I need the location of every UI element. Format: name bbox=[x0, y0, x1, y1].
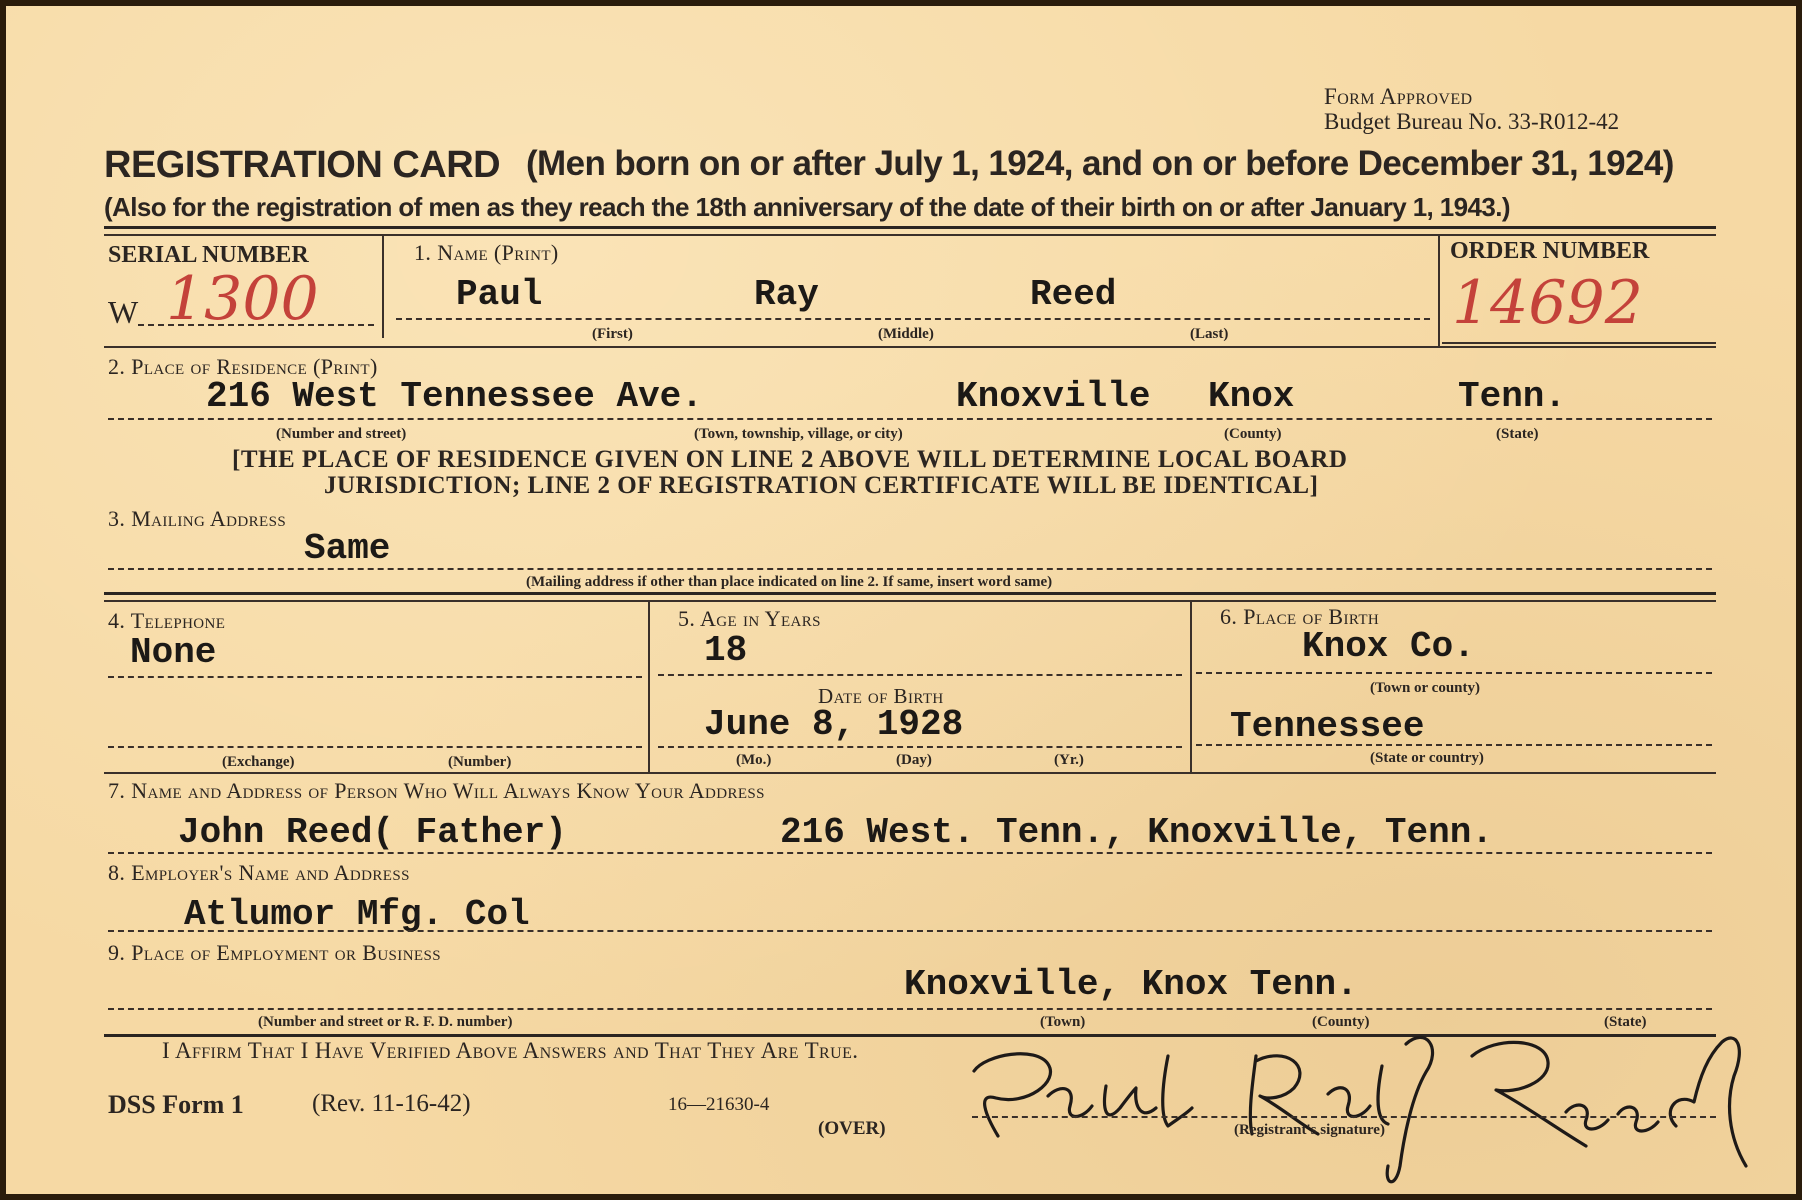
contact-address: 216 West. Tenn., Knoxville, Tenn. bbox=[780, 812, 1493, 853]
serial-number-label: SERIAL NUMBER bbox=[108, 242, 309, 268]
employment-street-caption: (Number and street or R. F. D. number) bbox=[258, 1014, 513, 1030]
serial-prefix: W bbox=[108, 294, 139, 330]
birthplace-state-caption: (State or country) bbox=[1370, 750, 1484, 766]
middle-caption: (Middle) bbox=[878, 326, 934, 342]
card-subtitle-2: (Also for the registration of men as they reach the 18th anniversary of the date of their birth on or after January 1, 1943.) bbox=[104, 192, 1510, 222]
signature-caption: (Registrant's signature) bbox=[1234, 1122, 1385, 1138]
employer-label: 8. Employer's Name and Address bbox=[108, 860, 410, 885]
birthplace-label: 6. Place of Birth bbox=[1220, 604, 1380, 629]
day-caption: (Day) bbox=[896, 752, 932, 768]
jurisdiction-notice-2: JURISDICTION; LINE 2 OF REGISTRATION CERTIFICATE WILL BE IDENTICAL] bbox=[324, 472, 1319, 499]
employer-value: Atlumor Mfg. Col bbox=[184, 894, 530, 935]
card-subtitle: (Men born on or after July 1, 1924, and on or before December 31, 1924) bbox=[526, 144, 1674, 183]
residence-county: Knox bbox=[1208, 376, 1295, 417]
employment-state-caption: (State) bbox=[1604, 1014, 1647, 1030]
last-caption: (Last) bbox=[1190, 326, 1229, 342]
residence-state: Tenn. bbox=[1458, 376, 1567, 417]
form-approved: Form Approved bbox=[1324, 84, 1473, 109]
county-caption: (County) bbox=[1224, 426, 1282, 442]
residence-label: 2. Place of Residence (Print) bbox=[108, 354, 378, 379]
birthplace-state: Tennessee bbox=[1230, 706, 1425, 747]
mailing-caption: (Mailing address if other than place indicated on line 2. If same, insert word same) bbox=[526, 574, 1053, 590]
residence-street: 216 West Tennessee Ave. bbox=[206, 376, 703, 417]
print-number: 16—21630-4 bbox=[668, 1094, 770, 1115]
form-id: DSS Form 1 bbox=[108, 1090, 244, 1119]
contact-label: 7. Name and Address of Person Who Will Always Know Your Address bbox=[108, 778, 765, 803]
order-number-value: 14692 bbox=[1452, 268, 1643, 338]
budget-bureau: Budget Bureau No. 33-R012-42 bbox=[1324, 109, 1620, 134]
over-note: (OVER) bbox=[818, 1118, 886, 1139]
telephone-value: None bbox=[130, 632, 217, 673]
street-caption: (Number and street) bbox=[276, 426, 407, 442]
first-caption: (First) bbox=[592, 326, 633, 342]
mo-caption: (Mo.) bbox=[736, 752, 772, 768]
card-title: REGISTRATION CARD bbox=[104, 144, 501, 186]
residence-town: Knoxville bbox=[956, 376, 1151, 417]
name-last: Reed bbox=[1030, 274, 1117, 315]
employment-value: Knoxville, Knox Tenn. bbox=[904, 964, 1358, 1005]
employment-county-caption: (County) bbox=[1312, 1014, 1370, 1030]
order-number-label: ORDER NUMBER bbox=[1450, 238, 1650, 264]
serial-number-value: 1300 bbox=[166, 264, 319, 334]
name-label: 1. Name (Print) bbox=[414, 240, 559, 265]
registrant-signature bbox=[956, 1016, 1776, 1186]
yr-caption: (Yr.) bbox=[1054, 752, 1084, 768]
state-caption: (State) bbox=[1496, 426, 1539, 442]
dob-value: June 8, 1928 bbox=[704, 704, 964, 745]
birthplace-town-caption: (Town or county) bbox=[1370, 680, 1481, 696]
mailing-label: 3. Mailing Address bbox=[108, 506, 287, 531]
telephone-label: 4. Telephone bbox=[108, 608, 226, 633]
dob-label: Date of Birth bbox=[818, 684, 944, 708]
age-value: 18 bbox=[704, 630, 748, 671]
age-label: 5. Age in Years bbox=[678, 606, 821, 631]
town-caption: (Town, township, village, or city) bbox=[694, 426, 903, 442]
mailing-value: Same bbox=[304, 528, 391, 569]
affirm-text: I Affirm That I Have Verified Above Answers and That They Are True. bbox=[162, 1038, 859, 1063]
employment-label: 9. Place of Employment or Business bbox=[108, 940, 441, 965]
number-caption: (Number) bbox=[448, 754, 512, 770]
name-first: Paul bbox=[456, 274, 543, 315]
contact-name: John Reed( Father) bbox=[178, 812, 567, 853]
name-middle: Ray bbox=[754, 274, 819, 315]
employment-town-caption: (Town) bbox=[1040, 1014, 1086, 1030]
jurisdiction-notice-1: [THE PLACE OF RESIDENCE GIVEN ON LINE 2 ABOVE WILL DETERMINE LOCAL BOARD bbox=[232, 446, 1348, 473]
form-revision: (Rev. 11-16-42) bbox=[312, 1090, 471, 1117]
exchange-caption: (Exchange) bbox=[222, 754, 295, 770]
birthplace-town: Knox Co. bbox=[1302, 626, 1475, 667]
